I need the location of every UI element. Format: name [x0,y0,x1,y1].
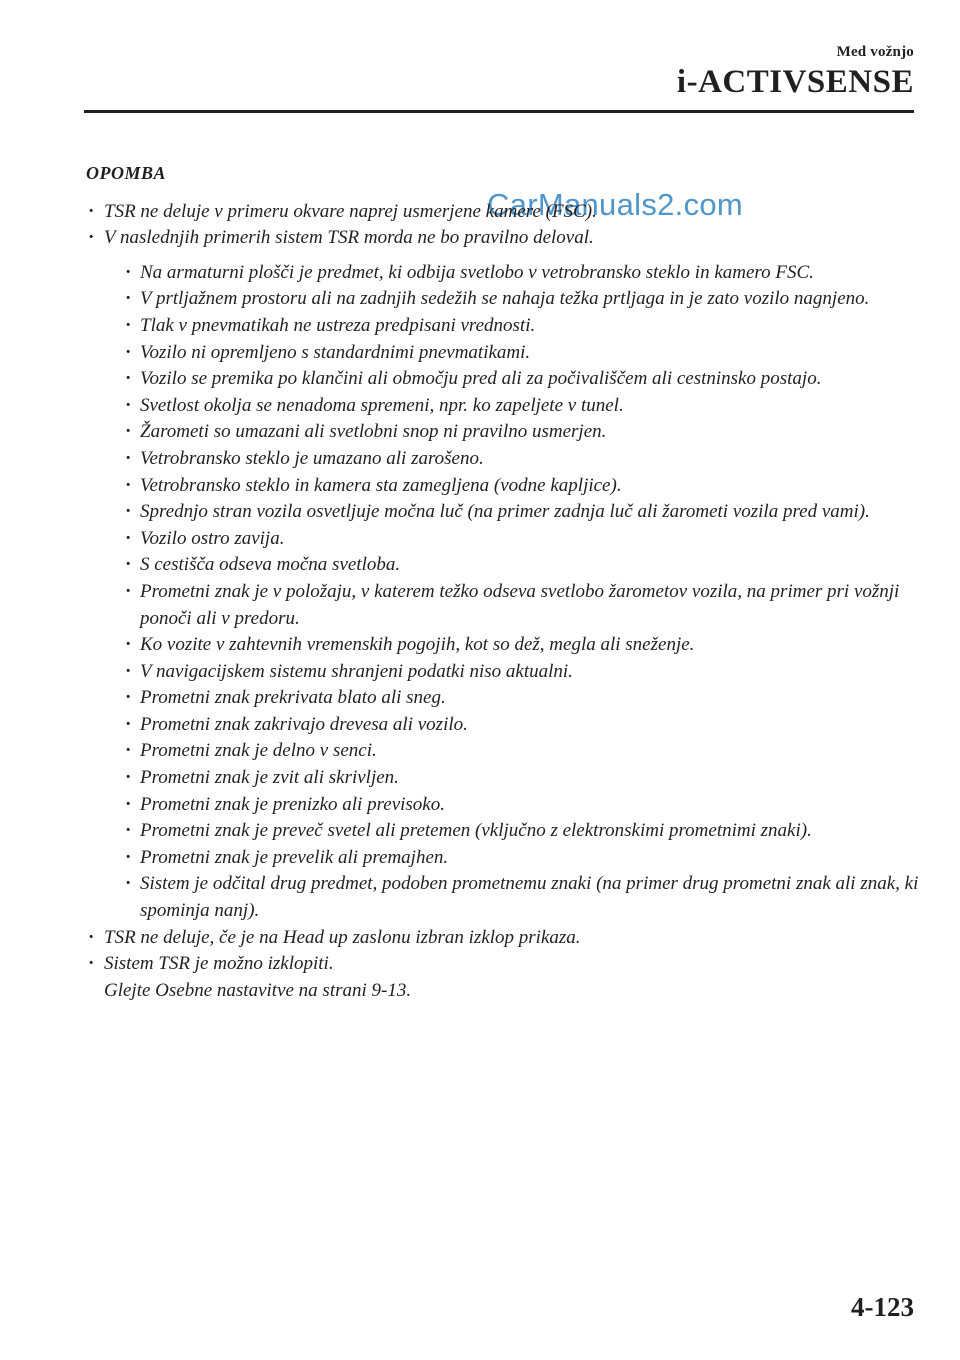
list-item [86,225,926,924]
cross-reference: Glejte Osebne nastavitve na strani 9-13. [104,979,412,1001]
sub-list-item: · Vozilo ostro zavija. [104,526,926,553]
list-item [86,951,926,978]
sub-list-item: · Tlak v pnevmatikah ne ustreza predpisani vrednosti. [104,313,926,340]
list-item: · TSR ne deluje, če je na Head up zaslonu izbran izklop prikaza. [86,925,926,952]
sub-list-item: · Ko vozite v zahtevnih vremenskih pogojih, kot so dež, megla ali sneženje. [104,632,926,659]
watermark: CarManuals2.com [487,187,744,222]
sub-list-item: · Prometni znak je delno v senci. [104,738,926,765]
sub-list-item: · Prometni znak je zvit ali skrivljen. [104,765,926,792]
sub-list-item: · V navigacijskem sistemu shranjeni podatki niso aktualni. [104,659,926,686]
condition-sublist [104,260,926,925]
list-item: · TSR ne deluje v primeru okvare naprej usmerjene kamere (FSC). [86,199,926,226]
note-section [86,160,926,1004]
sub-list-item: · Sistem je odčital drug predmet, podoben prometnemu znaki (na primer drug prometni znak ali znak, ki spominja nanj). [104,871,926,924]
sub-list-item: · Prometni znak zakrivajo drevesa ali vozilo. [104,712,926,739]
sub-list-item: · Prometni znak je v položaju, v katerem težko odseva svetlobo žarometov vozila, na primer pri vožnji ponoči ali v predoru. [104,579,926,632]
sub-list-item: · Na armaturni plošči je predmet, ki odbija svetlobo v vetrobransko steklo in kamero FSC. [104,260,926,287]
sub-list-item: · Vetrobransko steklo je umazano ali zarošeno. [104,446,926,473]
sub-list-item: · Prometni znak je preveč svetel ali pretemen (vključno z elektronskimi prometnimi znaki). [104,818,926,845]
header-divider [84,110,914,113]
sub-list-item: · Vozilo ni opremljeno s standardnimi pnevmatikami. [104,340,926,367]
note-list [86,199,926,978]
sub-list-item: · Prometni znak je prevelik ali premajhen. [104,845,926,872]
list-item-text: V naslednjih primerih sistem TSR morda ne bo pravilno deloval. [104,227,594,249]
sub-list-item: · Vozilo se premika po klančini ali območju pred ali za počivališčem ali cestninsko postajo. [104,366,926,393]
sub-list-item: · Prometni znak je prenizko ali previsoko. [104,792,926,819]
page-title: i-ACTIVSENSE [676,64,914,100]
sub-list-item: · Sprednjo stran vozila osvetljuje močna luč (na primer zadnja luč ali žarometi vozila pred vami). [104,499,926,526]
list-item-text: Sistem TSR je možno izklopiti. [104,953,334,975]
page-number: 4-123 [851,1292,914,1322]
sub-list-item: · Svetlost okolja se nenadoma spremeni, npr. ko zapeljete v tunel. [104,393,926,420]
note-heading: OPOMBA [86,163,167,183]
sub-list-item: · Prometni znak prekrivata blato ali sneg. [104,685,926,712]
sub-list-item: · V prtljažnem prostoru ali na zadnjih sedežih se nahaja težka prtljaga in je zato vozilo nagnjeno. [104,286,926,313]
header-section-label: Med vožnjo [836,44,914,60]
sub-list-item: · Žarometi so umazani ali svetlobni snop ni pravilno usmerjen. [104,419,926,446]
sub-list-item: · S cestišča odseva močna svetloba. [104,552,926,579]
sub-list-item: · Vetrobransko steklo in kamera sta zamegljena (vodne kapljice). [104,473,926,500]
